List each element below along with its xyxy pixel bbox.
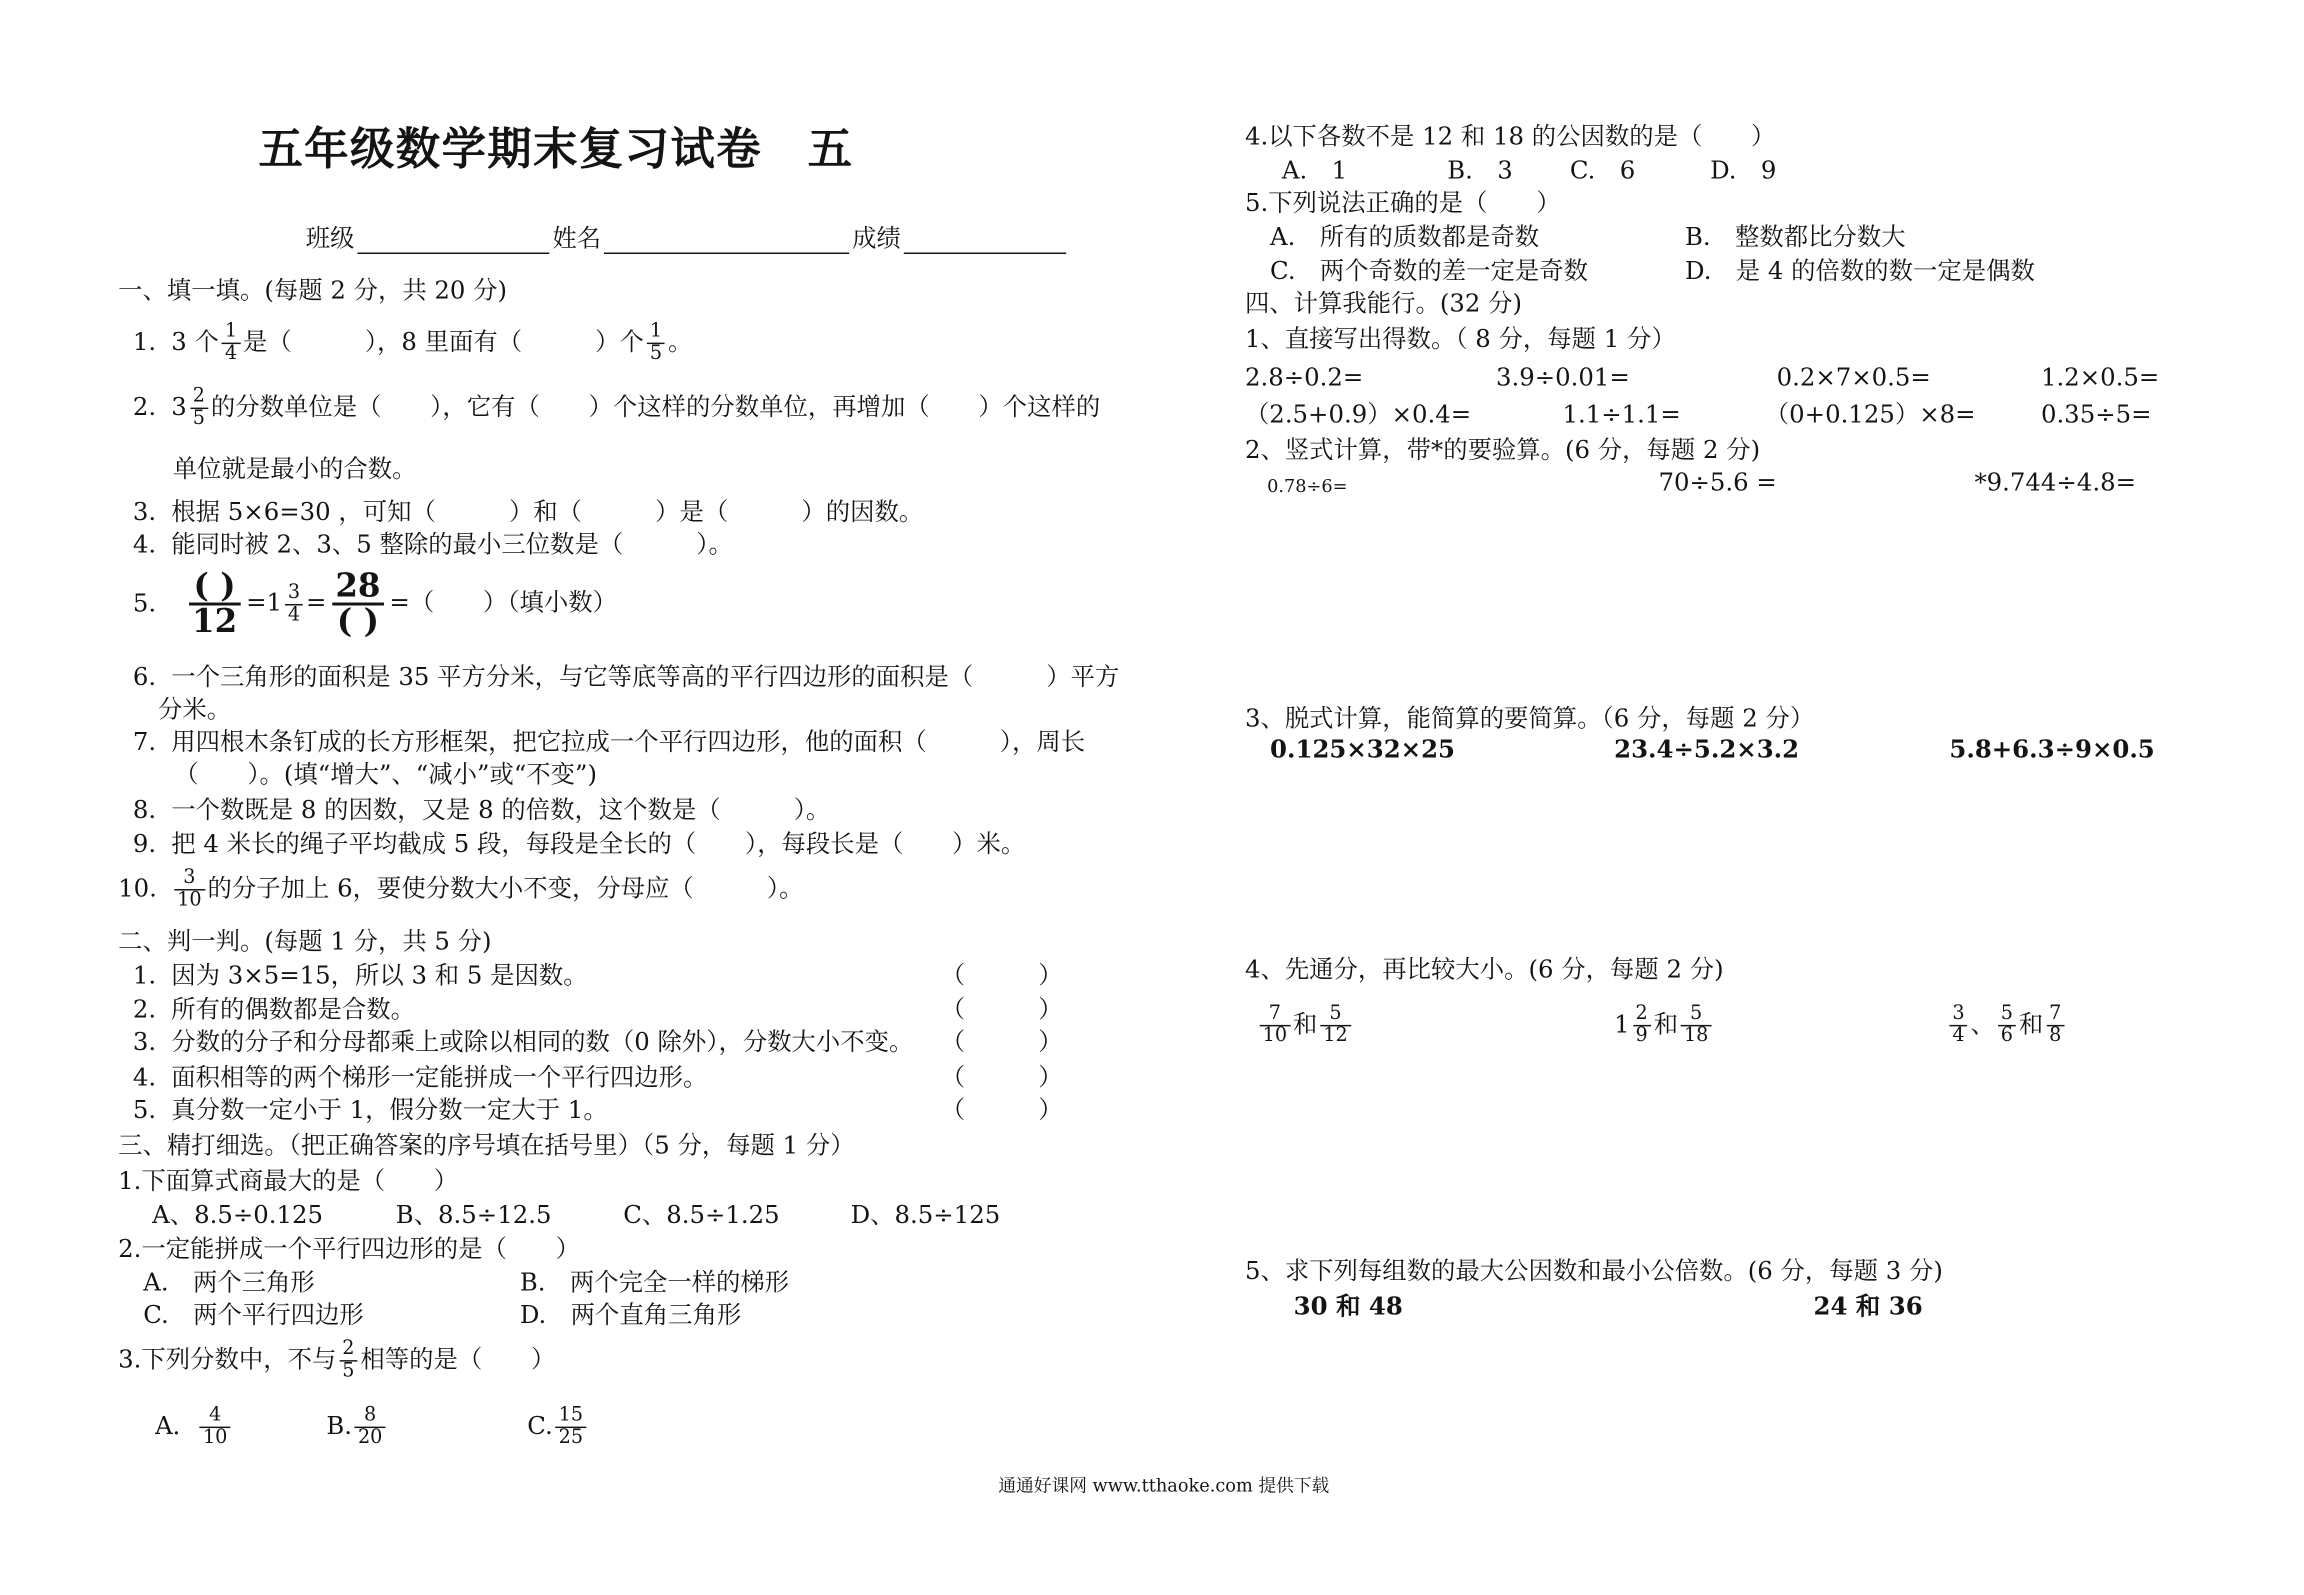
compare-group-1 (1257, 1004, 1354, 1047)
question-number: 1. (132, 961, 157, 990)
choice-question-4: 4.以下各数不是 12 和 18 的公因数的是（ ） (1244, 122, 1776, 151)
fraction (285, 583, 303, 626)
fraction-numerator: 1 (647, 322, 665, 344)
question-text: 3.下列分数中，不与 (118, 1345, 337, 1374)
question-number: 5. (132, 588, 157, 617)
question-number: 9. (132, 829, 157, 859)
choice-option-a: A. 1 (1281, 156, 1348, 185)
fill-question-2-continued: 单位就是最小的合数。 (172, 454, 417, 483)
question-number: 6. (132, 663, 157, 692)
question-text: 是（ ），8 里面有（ ）个 (242, 327, 644, 356)
choice-option-b: B. 3 (1447, 156, 1513, 185)
choice-option-a: A、8.5÷0.125 (152, 1200, 324, 1229)
fraction-numerator: 7 (1260, 1004, 1290, 1026)
answer-bracket: （ ） (940, 1063, 1063, 1092)
option-label: C. (527, 1411, 553, 1440)
fraction-denominator: 5 (192, 407, 205, 430)
question-text: 3 个 (171, 327, 219, 356)
choice-option-d: D. 是 4 的倍数的数一定是偶数 (1685, 256, 2035, 286)
choice-question-5: 5.下列说法正确的是（ ） (1244, 189, 1561, 218)
fraction-numerator: 28 (332, 570, 383, 605)
stepwise-calc-item: 0.125×32×25 (1270, 735, 1456, 764)
question-text: 一个三角形的面积是 35 平方分米，与它等底等高的平行四边形的面积是（ ）平方 (171, 663, 1120, 692)
vertical-calc-item: 0.78÷6= (1267, 475, 1348, 497)
fill-question-6-continued: 分米。 (158, 695, 232, 724)
choice-option-a: A. 两个三角形 (143, 1268, 315, 1297)
fraction-numerator: 8 (355, 1406, 385, 1428)
stepwise-calc-item: 5.8+6.3÷9×0.5 (1949, 735, 2155, 764)
fill-question-7 (133, 728, 1085, 758)
fraction-numerator: 15 (556, 1406, 586, 1428)
section-heading-choice: 三、精打细选。（把正确答案的序号填在括号里）（5 分，每题 1 分） (118, 1131, 855, 1160)
fraction-numerator: ( ) (189, 570, 240, 605)
oral-calc-item: 3.9÷0.01= (1495, 363, 1630, 392)
connector-text: 和 (2018, 1010, 2044, 1039)
fraction (174, 868, 204, 911)
question-number: 3. (132, 497, 157, 526)
fraction (556, 1406, 586, 1449)
choice-option-c: C. 两个平行四边形 (143, 1301, 364, 1330)
fraction-denominator: 4 (287, 603, 301, 626)
question-text: 相等的是（ ） (360, 1345, 556, 1374)
fill-question-9 (133, 830, 1025, 860)
choice-option-b: B、8.5÷12.5 (395, 1200, 552, 1229)
fraction-numerator: 3 (285, 583, 303, 605)
fill-question-5 (132, 567, 617, 641)
choice-option-b (326, 1406, 388, 1449)
question-text: 一个数既是 8 的因数，又是 8 的倍数，这个数是（ ）。 (171, 795, 831, 825)
fraction-numerator: 3 (174, 868, 204, 890)
answer-bracket: （ ） (940, 995, 1063, 1024)
calc-subsection-4-title: 4、先通分，再比较大小。(6 分，每题 2 分) (1244, 955, 1724, 984)
fraction (190, 387, 208, 430)
fill-question-2 (133, 387, 1100, 430)
footer-source: 通通好课网 www.tthaoke.com 提供下载 (998, 1475, 1330, 1496)
fraction-numerator: 1 (222, 322, 240, 344)
question-text: 的分数单位是（ ），它有（ ）个这样的分数单位，再增加（ ）个这样的 (210, 392, 1101, 421)
question-text: 的分子加上 6，要使分数大小不变，分母应（ ）。 (207, 874, 804, 903)
question-number: 1. (132, 327, 157, 356)
compare-group-3 (1946, 1004, 2067, 1047)
fraction-denominator: 12 (191, 602, 238, 641)
connector-text: 和 (1293, 1010, 1318, 1039)
fraction (1998, 1004, 2016, 1047)
question-number: 7. (132, 728, 157, 757)
fill-question-4 (133, 530, 733, 560)
fraction-denominator: 18 (1683, 1024, 1709, 1048)
equals-text: =1 (246, 588, 282, 617)
fraction (339, 1339, 357, 1382)
question-text: 面积相等的两个梯形一定能拼成一个平行四边形。 (171, 1063, 708, 1092)
fill-question-3 (133, 498, 923, 528)
question-number: 2. (132, 392, 157, 421)
question-text: 用四根木条钉成的长方形框架，把它拉成一个平行四边形，他的面积（ ），周长 (171, 728, 1086, 757)
equals-text: = (306, 588, 327, 617)
fraction (222, 322, 240, 365)
separator-text: 、 (1970, 1010, 1995, 1039)
mixed-number-whole: 1 (1614, 1010, 1630, 1039)
fraction-denominator: 4 (224, 342, 238, 365)
name-blank (604, 227, 849, 254)
question-number: 4. (132, 530, 157, 559)
oral-calc-item: （2.5+0.9）×0.4= (1244, 400, 1472, 429)
oral-calc-item: 0.35÷5= (2040, 400, 2152, 429)
score-blank (904, 227, 1066, 254)
mixed-number-whole: 3 (171, 392, 187, 421)
question-number: 8. (132, 795, 157, 825)
question-text: 根据 5×6=30 ，可知（ ）和（ ）是（ ）的因数。 (171, 497, 924, 526)
fraction (1320, 1004, 1350, 1047)
vertical-calc-item: *9.744÷4.8= (1974, 468, 2137, 497)
fraction (355, 1406, 385, 1449)
fraction (332, 567, 383, 641)
score-label: 成绩 (852, 224, 901, 253)
choice-option-b: B. 两个完全一样的梯形 (519, 1268, 790, 1297)
fraction-denominator: 8 (2049, 1024, 2062, 1048)
class-label: 班级 (305, 224, 355, 253)
fraction-denominator: 10 (202, 1426, 228, 1449)
fraction-numerator: 3 (1949, 1004, 1967, 1026)
choice-question-1: 1.下面算式商最大的是（ ） (118, 1166, 459, 1195)
section-heading-calc: 四、计算我能行。(32 分) (1244, 289, 1523, 318)
oral-calc-item: 2.8÷0.2= (1244, 363, 1364, 392)
question-number: 2. (132, 995, 157, 1024)
choice-option-a: A. 所有的质数都是奇数 (1270, 222, 1540, 252)
vertical-calc-item: 70÷5.6 = (1658, 468, 1777, 497)
fraction-denominator: 5 (342, 1360, 355, 1383)
fraction-numerator: 4 (200, 1406, 230, 1428)
fraction-denominator: 20 (357, 1426, 383, 1449)
section-heading-fill: 一、填一填。(每题 2 分，共 20 分) (118, 276, 508, 305)
fraction (1949, 1004, 1967, 1047)
judge-item-4 (133, 1063, 707, 1093)
judge-item-3 (133, 1028, 913, 1058)
fraction-denominator: 4 (1952, 1024, 1965, 1048)
question-number: 5. (132, 1095, 157, 1124)
fraction-numerator: 5 (1681, 1004, 1711, 1026)
fraction (1633, 1004, 1651, 1047)
fraction-numerator: 2 (1633, 1004, 1651, 1026)
fraction (1681, 1004, 1711, 1047)
choice-option-d: D. 两个直角三角形 (519, 1301, 742, 1330)
stepwise-calc-item: 23.4÷5.2×3.2 (1614, 735, 1800, 764)
compare-group-2 (1614, 1004, 1714, 1047)
judge-item-1 (133, 961, 588, 991)
fraction (647, 322, 665, 365)
fraction (2046, 1004, 2064, 1047)
page-title: 五年级数学期末复习试卷 五 (258, 124, 854, 176)
choice-option-b: B. 整数都比分数大 (1685, 222, 1906, 252)
fraction-numerator: 2 (190, 387, 208, 409)
question-number: 4. (132, 1063, 157, 1092)
fraction-denominator: 9 (1635, 1024, 1648, 1048)
fill-question-8 (133, 796, 830, 826)
fraction (1260, 1004, 1290, 1047)
judge-item-2 (133, 995, 415, 1025)
fraction (189, 567, 240, 641)
calc-subsection-3-title: 3、脱式计算，能简算的要简算。（6 分，每题 2 分） (1244, 704, 1815, 733)
fraction-numerator: 7 (2046, 1004, 2064, 1026)
fraction-denominator: 10 (177, 889, 202, 912)
fraction-denominator: 6 (2000, 1024, 2013, 1048)
name-label: 姓名 (552, 224, 602, 253)
fill-question-6 (133, 663, 1120, 693)
fraction-denominator: 10 (1262, 1024, 1288, 1048)
choice-question-2: 2.一定能拼成一个平行四边形的是（ ） (118, 1234, 581, 1263)
option-label: A． (155, 1411, 198, 1440)
question-text: 因为 3×5=15，所以 3 和 5 是因数。 (171, 961, 588, 990)
calc-subsection-2-title: 2、竖式计算，带*的要验算。(6 分，每题 2 分) (1244, 435, 1761, 464)
choice-option-c: C. 6 (1569, 156, 1636, 185)
fraction-numerator: 2 (339, 1339, 357, 1361)
class-blank (357, 227, 549, 254)
question-text: 真分数一定小于 1，假分数一定大于 1。 (171, 1095, 608, 1124)
fraction-denominator: 5 (649, 342, 663, 365)
fraction-denominator: 12 (1323, 1024, 1348, 1048)
oral-calc-item: 1.2×0.5= (2040, 363, 2160, 392)
oral-calc-item: 0.2×7×0.5= (1776, 363, 1931, 392)
choice-option-a (155, 1406, 233, 1449)
fill-question-1 (133, 322, 692, 365)
question-number: 3. (132, 1027, 157, 1056)
choice-question-3 (118, 1339, 555, 1382)
fraction-numerator: 5 (1998, 1004, 2016, 1026)
connector-text: 和 (1653, 1010, 1679, 1039)
fraction-numerator: 5 (1320, 1004, 1350, 1026)
oral-calc-item: （0+0.125）×8= (1764, 400, 1976, 429)
gcd-lcm-item: 24 和 36 (1813, 1292, 1923, 1321)
fraction-denominator: ( ) (336, 602, 379, 641)
answer-bracket: （ ） (940, 1095, 1063, 1124)
answer-bracket: （ ） (940, 1027, 1063, 1056)
choice-option-d: D. 9 (1710, 156, 1777, 185)
fraction (200, 1406, 230, 1449)
gcd-lcm-item: 30 和 48 (1293, 1292, 1403, 1321)
question-text: 能同时被 2、3、5 整除的最小三位数是（ ）。 (171, 530, 733, 559)
question-text: 分数的分子和分母都乘上或除以相同的数（0 除外），分数大小不变。 (171, 1027, 914, 1056)
question-text: =（ ）（填小数） (389, 588, 617, 617)
choice-option-c (527, 1406, 589, 1449)
calc-subsection-5-title: 5、求下列每组数的最大公因数和最小公倍数。(6 分，每题 3 分) (1244, 1256, 1943, 1285)
question-text: 。 (667, 327, 693, 356)
answer-bracket: （ ） (940, 961, 1063, 990)
fill-question-10 (118, 868, 803, 911)
student-info-line (306, 224, 1070, 254)
choice-option-c: C、8.5÷1.25 (623, 1200, 780, 1229)
option-label: B. (326, 1411, 353, 1440)
judge-item-5 (133, 1096, 608, 1126)
question-text: 把 4 米长的绳子平均截成 5 段，每段是全长的（ ），每段长是（ ）米。 (171, 829, 1026, 859)
choice-option-d: D、8.5÷125 (850, 1200, 1001, 1229)
oral-calc-item: 1.1÷1.1= (1562, 400, 1681, 429)
question-number: 10. (118, 874, 157, 903)
question-text: 所有的偶数都是合数。 (171, 995, 415, 1024)
calc-subsection-1-title: 1、直接写出得数。（ 8 分，每题 1 分） (1244, 324, 1676, 353)
fraction-denominator: 25 (558, 1426, 584, 1449)
choice-option-c: C. 两个奇数的差一定是奇数 (1270, 256, 1588, 286)
section-heading-judge: 二、判一判。(每题 1 分，共 5 分) (118, 927, 492, 956)
fill-question-7-continued: （ ）。(填“增大”、“减小”或“不变”) (174, 760, 597, 789)
